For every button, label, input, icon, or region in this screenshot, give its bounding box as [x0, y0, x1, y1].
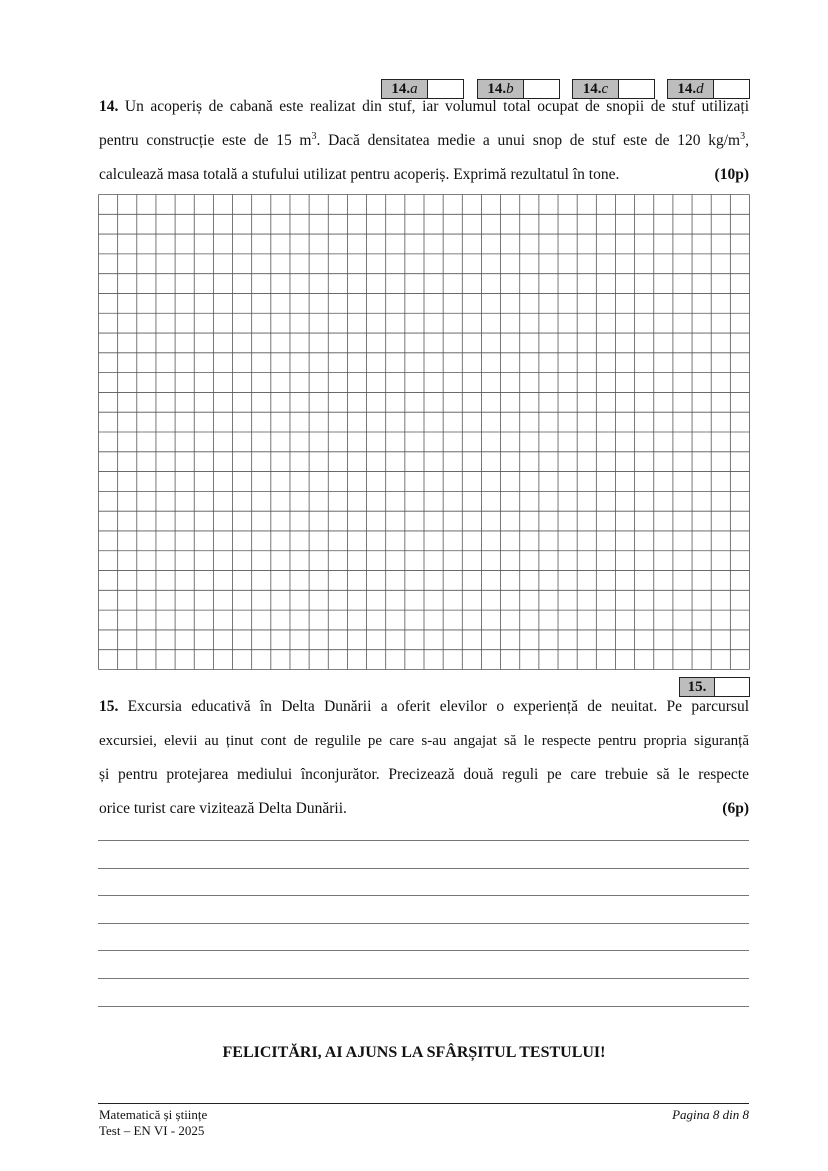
q14-text-2c: ,	[745, 132, 749, 149]
score-label-14d: 14. d	[668, 80, 714, 98]
score-label-14b: 14. b	[478, 80, 524, 98]
q14-line-2	[99, 124, 749, 158]
q14-line-3	[99, 158, 749, 192]
answer-line[interactable]	[98, 950, 749, 951]
q14-text-3: calculează masa totală a stufului utilizat pentru acoperiș. Exprimă rezultatul în tone.	[99, 166, 620, 183]
closing-message: FELICITĂRI, AI AJUNS LA SFÂRȘITUL TESTULUI!	[222, 1044, 606, 1061]
q14-line-1	[99, 90, 749, 124]
footer-divider	[98, 1103, 749, 1104]
answer-line[interactable]	[98, 923, 749, 924]
q15-line-3	[99, 758, 749, 792]
answer-line[interactable]	[98, 978, 749, 979]
q14-number: 14.	[99, 98, 119, 115]
answer-line[interactable]	[98, 840, 749, 841]
footer-subject: Matematică și științe	[99, 1107, 208, 1122]
score-label-14a: 14. a	[382, 80, 428, 98]
q15-text-4: orice turist care vizitează Delta Dunării.	[99, 800, 347, 817]
q14-points: (10p)	[714, 166, 749, 183]
q14-exp-1: 3	[311, 130, 317, 142]
q14-text-2a: pentru construcție este de 15 m	[99, 132, 312, 149]
q14-exp-2: 3	[740, 130, 746, 142]
question-15	[99, 690, 749, 826]
score-label-14c: 14. c	[573, 80, 619, 98]
q14-text-2b: . Dacă densitatea medie a unui snop de stuf este de 120 kg/m	[316, 132, 741, 149]
footer-test: Test – EN VI - 2025	[99, 1123, 205, 1138]
answer-line[interactable]	[98, 868, 749, 869]
q15-line-4	[99, 792, 749, 826]
answer-line[interactable]	[98, 1006, 749, 1007]
q15-text-3: și pentru protejarea mediului înconjurător. Precizează două reguli pe care trebuie să le respecte	[99, 766, 749, 783]
q15-number: 15.	[99, 698, 119, 715]
answer-grid[interactable]	[98, 194, 750, 670]
q15-line-1	[99, 690, 749, 724]
footer-page: Pagina 8 din 8	[672, 1107, 749, 1122]
q14-text-1: Un acoperiș de cabană este realizat din stuf, iar volumul total ocupat de snopii de stuf utilizați	[124, 98, 750, 115]
q15-text-1: Excursia educativă în Delta Dunării a oferit elevilor o experiență de neuitat. Pe parcursul	[127, 698, 749, 715]
q15-points: (6p)	[722, 800, 749, 817]
question-14	[99, 90, 749, 192]
answer-line[interactable]	[98, 895, 749, 896]
q15-line-2	[99, 724, 749, 758]
q15-text-2: excursiei, elevii au ținut cont de regulile pe care s-au angajat să le respecte pentru propria siguranță	[99, 733, 749, 749]
score-label-15: 15.	[680, 678, 715, 696]
